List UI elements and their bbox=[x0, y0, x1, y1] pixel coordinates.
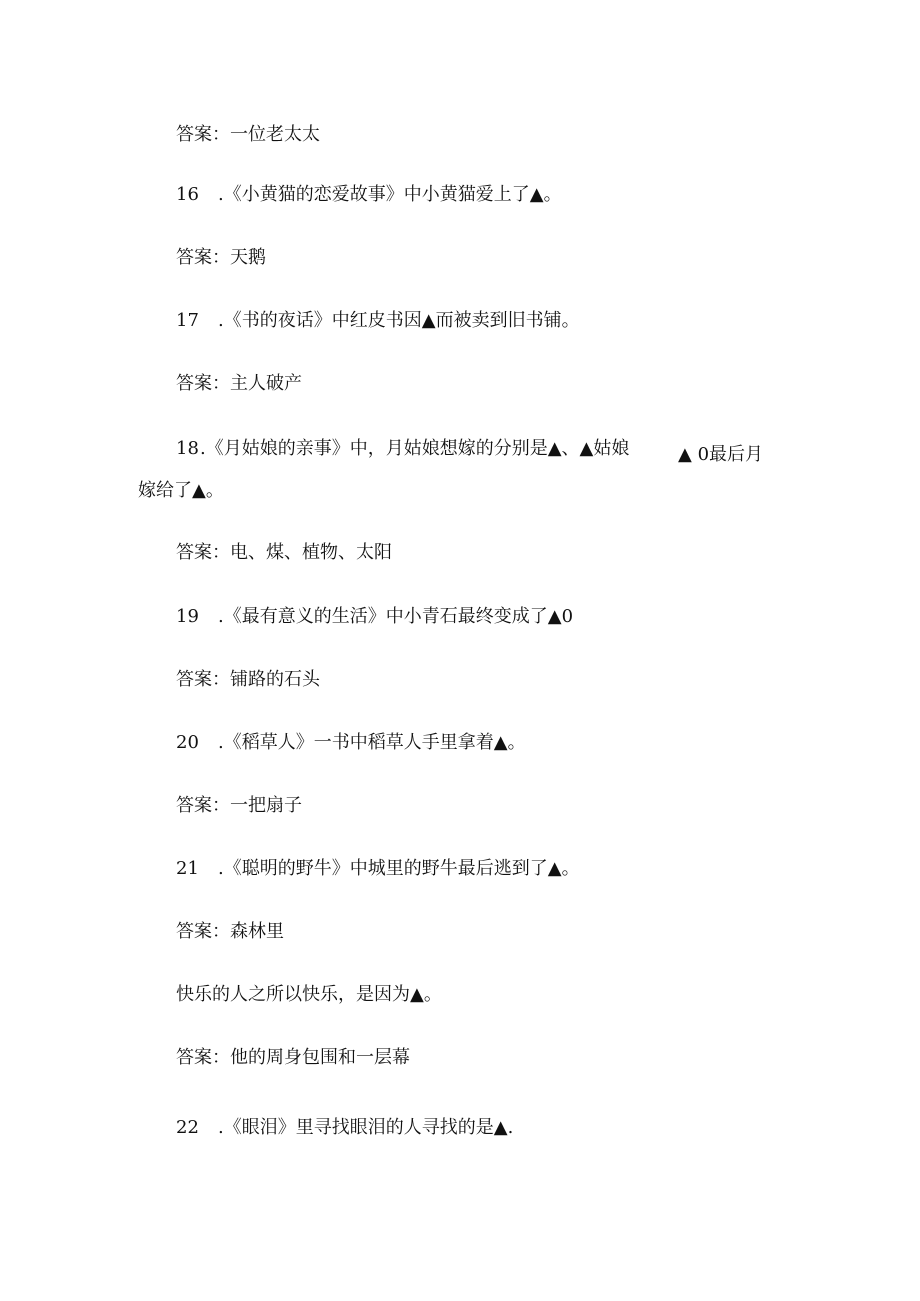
question-21 bbox=[176, 857, 580, 881]
question-number: 22 bbox=[176, 1117, 199, 1138]
question-number: 17 bbox=[176, 310, 199, 331]
answer-17: 答案：主人破产 bbox=[176, 373, 302, 394]
answer-19: 答案：铺路的石头 bbox=[176, 669, 320, 690]
answer-21: 答案：森林里 bbox=[176, 921, 284, 942]
question-20 bbox=[176, 731, 526, 755]
question-text: .《月姑娘的亲事》中，月姑娘想嫁的分别是▲、▲姑娘 bbox=[200, 438, 630, 459]
answer-18: 答案：电、煤、植物、太阳 bbox=[176, 542, 392, 563]
question-text: .《聪明的野牛》中城里的野牛最后逃到了▲。 bbox=[218, 858, 580, 879]
question-text: .《稻草人》一书中稻草人手里拿着▲。 bbox=[218, 732, 526, 753]
question-18-tail: ▲ 0最后月 bbox=[678, 444, 764, 465]
question-19 bbox=[176, 605, 573, 629]
question-22 bbox=[176, 1116, 513, 1140]
question-18 bbox=[176, 437, 629, 461]
question-number: 18 bbox=[176, 438, 199, 459]
question-happy: 快乐的人之所以快乐，是因为▲。 bbox=[176, 984, 442, 1005]
question-text: .《最有意义的生活》中小青石最终变成了▲0 bbox=[218, 606, 574, 627]
question-number: 16 bbox=[176, 184, 199, 205]
answer-happy: 答案：他的周身包围和一层幕 bbox=[176, 1047, 410, 1068]
answer-20: 答案：一把扇子 bbox=[176, 795, 302, 816]
question-18-continuation: 嫁给了▲。 bbox=[138, 480, 224, 501]
question-text: .《书的夜话》中红皮书因▲而被卖到旧书铺。 bbox=[218, 310, 580, 331]
question-text: .《小黄猫的恋爱故事》中小黄猫爱上了▲。 bbox=[218, 184, 562, 205]
question-17 bbox=[176, 309, 580, 333]
question-number: 20 bbox=[176, 732, 199, 753]
answer-16: 答案：天鹅 bbox=[176, 247, 266, 268]
question-number: 19 bbox=[176, 606, 199, 627]
question-text: .《眼泪》里寻找眼泪的人寻找的是▲. bbox=[218, 1117, 514, 1138]
question-number: 21 bbox=[176, 858, 199, 879]
answer-15: 答案：一位老太太 bbox=[176, 124, 320, 145]
question-16 bbox=[176, 183, 562, 207]
